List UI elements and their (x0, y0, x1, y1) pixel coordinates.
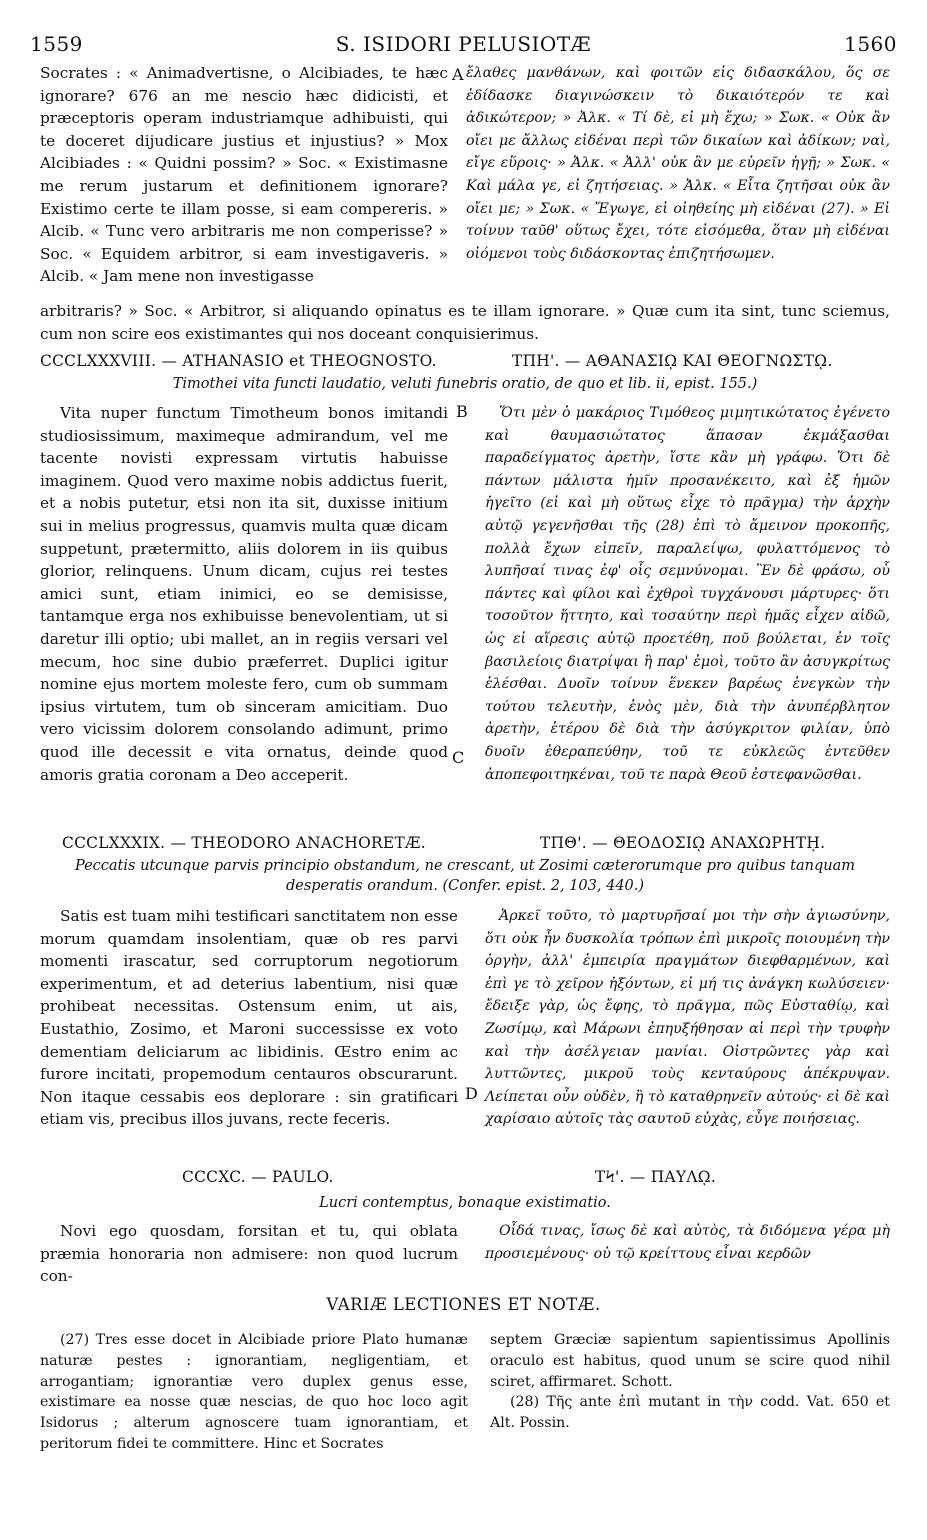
page-number-left: 1559 (30, 32, 83, 56)
letter-388-latin-title: CCCLXXXVIII. — ATHANASIO et THEOGNOSTO. (40, 352, 437, 370)
letter-388-latin-text: Vita nuper functum Timotheum bonos imitandi studiosissimum, maximeque admirandum, vel me tacente novisti expressam virtutis habuisse imaginem. Quod vero maxime nobis addictus fuerit, et a nobis putetur, etsi non ita sit, duxisse initium sui in melius progressus, quamvis multa quæ dicam suppetunt, prætermitto, aliis dolorem in iis quibus glorior, relinquens. Unum dicam, cujus rei testes amici sunt, etiam inimici, eo se demisisse, tantamque erga nos exhibuisse benevolentiam, ut si daretur illi optio; ubi mallet, an in regiis versari vel mecum, hoc sine dubio præferret. Duplici igitur nomine ejus mortem moleste fero, cum ob summam ipsius virtutem, tum ob sinceram amicitiam. Duo vero vicissim dolorem consolando adimunt, primo quod ille decessit e vita ornatus, deinde quod amoris gratia coronam a Deo acceperit. (40, 404, 448, 784)
letter-388-greek-title: ΤΠΗ'. — ΑΘΑΝΑΣΙῼ ΚΑΙ ΘΕΟΓΝΩΣΤῼ. (512, 352, 833, 370)
letter-390-latin-title: CCCXC. — PAULO. (182, 1168, 334, 1186)
top-full-width-text: arbitraris? » Soc. « Arbitror, si aliquando opinatus es te illam ignorare. » Quæ cum ita sint, tunc sciemus, cum non scire eos existimantes qui nos doceant conquisierimus. (40, 302, 890, 343)
letter-390-greek-title: ΤϞ'. — ΠΑΥΛῼ. (595, 1168, 717, 1186)
letter-389-summary: Peccatis utcunque parvis principio obstandum, ne crescant, ut Zosimi cæterorumque pro quibus tanquam desperatis orandum. (Confer. epist. 2, 103, 440.) (74, 858, 856, 894)
margin-marker-c: C (452, 748, 465, 767)
note-27-continuation: septem Græciæ sapientum sapientissimus Apollinis oraculo est habitus, quod unum se scire quod nihil sciret, affirmaret. Schott. (490, 1332, 890, 1390)
letter-390-latin-text: Novi ego quosdam, forsitan et tu, qui oblata præmia honoraria non admisere: non quod lucrum con- (40, 1222, 458, 1286)
letter-390-summary: Lucri contemptus, bonaque existimatio. (319, 1195, 611, 1211)
top-greek-column: ἔλαθες μανθάνων, καὶ φοιτῶν εἰς διδασκάλου, ὅς σε ἐδίδασκε διαγινώσκειν τὸ δικαιότερόν τε καὶ ἀδικώτερον; » Ἀλκ. « Τί δὲ, εἰ μὴ ἔχω; » Σωκ. « Οὐκ ἂν οἴει με ἄλλως εἰδέναι περὶ τῶν δικαίων καὶ ἀδίκων; ναὶ, εἴγε εὕροις· » Ἀλκ. « Ἀλλ' οὐκ ἂν με εὑρεῖν ἡγῇ; » Σωκ. « Καὶ μάλα γε, εἰ ζητήσειας. » Ἀλκ. « Εἶτα ζητῆσαι οὐκ ἂν οἴει με; » Σωκ. « Ἔγωγε, εἰ οἰηθείης μὴ εἰδέναι (27). » Εἰ τοίνυν ταῦθ' οὕτως ἔχει, τότε εἰσόμεθα, ὅταν μὴ εἰδέναι οἰόμενοι τοὺς διδάσκοντας ἐπιζητήσωμεν. (466, 65, 890, 262)
letter-389-latin-title: CCCLXXXIX. — THEODORO ANACHORETÆ. (62, 834, 426, 852)
letter-388-summary: Timothei vita functi laudatio, veluti funebris oratio, de quo et lib. ii, epist. 155.) (172, 376, 758, 392)
margin-marker-d: D (465, 1084, 478, 1103)
letter-390-greek-text: Οἶδά τινας, ἴσως δὲ καὶ αὐτὸς, τὰ διδόμενα γέρα μὴ προσιεμένους· οὐ τῷ κρείττους εἶναι κερδῶν (485, 1223, 890, 1262)
letter-388-greek-text: Ὅτι μὲν ὁ μακάριος Τιμόθεος μιμητικώτατος ἐγένετο καὶ θαυμασιώτατος ἅπασαν ἐκμάξασθαι παραδείγματος ἀρετὴν, ἴστε κἂν μὴ γράφω. Ὅτι δὲ πάντων μάλιστα ἡμῖν προσανέκειτο, καὶ ἐξ ἡμῶν ἡγεῖτο (εἰ καὶ μὴ οὕτως εἶχε τὸ πρᾶγμα) τὴν ἀρχὴν αὐτῷ γεγενῆσθαι τῆς (28) ἐπὶ τὸ ἄμεινον προκοπῆς, πολλὰ ἔχων εἰπεῖν, παραλείψω, φυλαττόμενος τὸ λυπῆσαί τινας ἐφ' οἷς σεμνύνομαι. Ἓν δὲ φράσω, οὗ πάντες καὶ φίλοι καὶ ἐχθροὶ τυγχάνουσι μάρτυρες· ὅτι τοσοῦτον ἥττητο, καὶ τοσαύτην περὶ ἡμᾶς εἶχεν αἰδῶ, ὡς εἰ αἵρεσις αὐτῷ προετέθη, ποῦ βούλεται, ἐν τοῖς βασιλείοις διατρίψαι ἢ παρ' ἐμοὶ, τοῦτο ἂν ἀσυγκρίτως ἑλέσθαι. Δυοῖν τοίνυν ἕνεκεν βαρέως ἐνεγκὼν τὴν τούτου τελευτὴν, ἑνὸς μὲν, διὰ τὴν ἀνυπέρβλητον ἀρετὴν, ἑτέρου δὲ διὰ τὴν ἀσύγκριτον φιλίαν, ὑπὸ δυοῖν ἐθεραπεύθην, τοῦ τε εὐκλεῶς ἐντεῦθεν ἀποπεφοιτηκέναι, τοῦ τε παρὰ Θεοῦ ἐστεφανῶσθαι. (485, 405, 890, 783)
page-number-right: 1560 (844, 32, 897, 56)
letter-389-greek-text: Ἀρκεῖ τοῦτο, τὸ μαρτυρῆσαί μοι τὴν σὴν ἁγιωσύνην, ὅτι οὐκ ἦν δυσκολία τρόπων ἐπὶ μικροῖς ποιουμένη τὴν ὀργὴν, ἀλλ' ἐμπειρία πραγμάτων διεφθαρμένων, καὶ ἐπὶ γε τὸ χεῖρον ἠξόντων, εἰ μή τις ἀνάγκη κωλύσειεν· ἔδειξε γὰρ, ὡς ἔφης, τὸ πρᾶγμα, πῶς Εὐσταθίῳ, καὶ Ζωσίμῳ, καὶ Μάρωνι ἐπηυξήθησαν αἱ περὶ τὴν τρυφὴν καὶ τὴν ἀσέλγειαν μανίαι. Οἰστρῶντες γὰρ καὶ λυττῶντες, μικροῦ τοὺς κενταύρους ἀπέκρυψαν. Λείπεται οὖν οὐδὲν, ἢ τὸ καταθρηνεῖν αὐτούς· εἰ δὲ καὶ χαρίσαιο αὐτοῖς τὰς σαυτοῦ εὐχὰς, εὖγε ποιήσειας. (485, 908, 890, 1128)
top-latin-column: Socrates : « Animadvertisne, o Alcibiades, te hæc ignorare? 676 an me nescio hæc didicisti, et præceptoris operam industriamque adhibuisti, qui te doceret dijudicare justius et injustius? » Mox Alcibiades : « Quidni possim? » Soc. « Existimasne me rerum justarum et definitionem ignorare? Existimo certe te illam posse, si eam compereris. » Alcib. « Tunc vero arbitraris me non comperisse? » Soc. « Equidem arbitror, si eam investigaveris. » Alcib. « Jam mene non investigasse (40, 64, 448, 286)
note-28-text: (28) Τῆς ante ἐπὶ mutant in τὴν codd. Vat. 650 et Alt. Possin. (490, 1394, 890, 1431)
note-27-text: (27) Tres esse docet in Alcibiade priore Plato humanæ naturæ pestes : ignorantiam, negligentiam, et arrogantiam; ignorantiæ vero duplex genus esse, existimare ea nosse quæ nescias, de quo hoc loco agit Isidorus ; alterum agnoscere tuam ignorantiam, et peritorum fidei te committere. Hinc et Socrates (40, 1332, 468, 1452)
running-title: S. ISIDORI PELUSIOTÆ (335, 32, 592, 56)
notes-title: VARIÆ LECTIONES ET NOTÆ. (326, 1295, 601, 1314)
letter-389-greek-title: ΤΠΘ'. — ΘΕΟΔΟΣΙῼ ΑΝΑΧΩΡΗΤῌ. (540, 834, 826, 852)
letter-389-latin-text: Satis est tuam mihi testificari sanctitatem non esse morum quamdam insolentiam, quæ ob res parvi momenti irascatur, sed corruptorum negotiorum experimentum, et ad deterius labentium, nisi quæ prohibeat necessitas. Ostensum enim, ut ais, Eustathio, Zosimo, et Maroni successisse ex voto dementiam deliciarum ac libidinis. Œstro enim ac furore incitati, propemodum centauros obscurarunt. Non itaque cessabis eos deplorare : sin gratificari etiam vis, precibus illos juvans, recte feceris. (40, 907, 458, 1129)
margin-marker-b: B (456, 402, 468, 421)
margin-marker-a: A (452, 65, 464, 84)
